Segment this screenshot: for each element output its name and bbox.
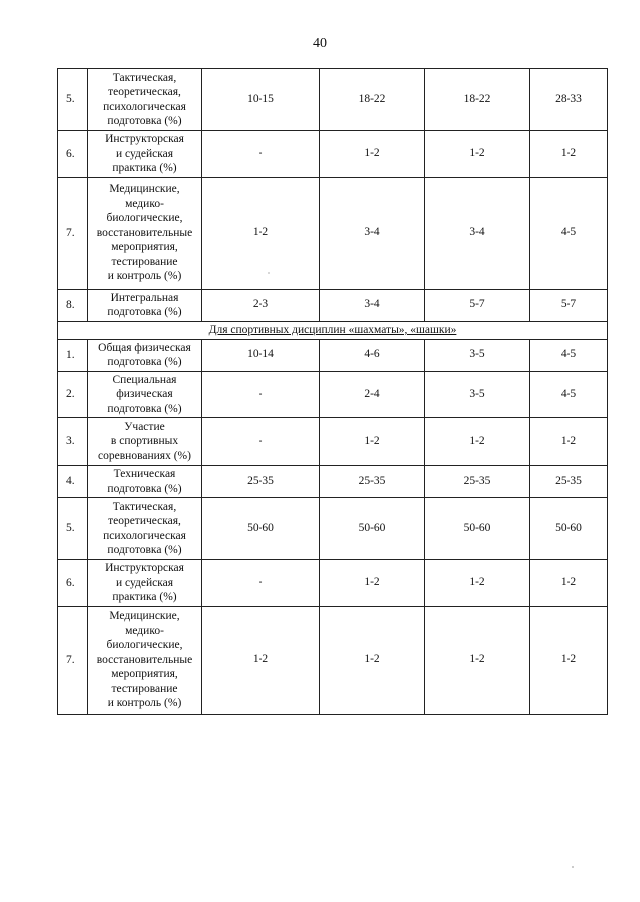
row-value-stage-4: 28-33	[530, 69, 608, 131]
table-row	[58, 418, 608, 466]
row-value-stage-1: 2-3	[202, 289, 320, 321]
row-value-stage-2: 1-2	[320, 418, 425, 466]
row-value-stage-4: 5-7	[530, 289, 608, 321]
table-row	[58, 289, 608, 321]
row-value-stage-2: 4-6	[320, 339, 425, 371]
row-value-stage-1: 1-2	[202, 177, 320, 289]
section-row	[58, 321, 608, 339]
row-indicator-name: Специальная физическая подготовка (%)	[88, 371, 202, 418]
row-value-stage-4: 4-5	[530, 339, 608, 371]
row-value-stage-1: 25-35	[202, 466, 320, 498]
table-row	[58, 498, 608, 560]
row-value-stage-3: 3-5	[425, 371, 530, 418]
row-number: 5.	[58, 69, 88, 131]
row-number: 7.	[58, 177, 88, 289]
row-value-stage-2: 1-2	[320, 131, 425, 178]
row-value-stage-3: 25-35	[425, 466, 530, 498]
row-indicator-name: Участие в спортивных соревнованиях (%)	[88, 418, 202, 466]
row-number: 5.	[58, 498, 88, 560]
row-value-stage-3: 1-2	[425, 131, 530, 178]
row-number: 4.	[58, 466, 88, 498]
scan-speck	[268, 272, 270, 274]
row-value-stage-1: 10-15	[202, 69, 320, 131]
row-value-stage-1: 10-14	[202, 339, 320, 371]
table-row	[58, 69, 608, 131]
row-value-stage-3: 18-22	[425, 69, 530, 131]
training-structure-table	[57, 68, 608, 715]
section-title: Для спортивных дисциплин «шахматы», «шашки»	[58, 321, 608, 339]
row-indicator-name: Медицинские, медико- биологические, восстановительные мероприятия, тестирование и контроль (%)	[88, 606, 202, 714]
row-indicator-name: Тактическая, теоретическая, психологическая подготовка (%)	[88, 69, 202, 131]
row-value-stage-3: 1-2	[425, 606, 530, 714]
row-number: 6.	[58, 131, 88, 178]
row-value-stage-1: -	[202, 418, 320, 466]
row-value-stage-2: 2-4	[320, 371, 425, 418]
row-value-stage-2: 3-4	[320, 177, 425, 289]
table-row	[58, 371, 608, 418]
table-row	[58, 606, 608, 714]
row-value-stage-1: -	[202, 131, 320, 178]
table-row	[58, 339, 608, 371]
row-value-stage-2: 3-4	[320, 289, 425, 321]
row-value-stage-4: 1-2	[530, 560, 608, 607]
row-value-stage-4: 1-2	[530, 131, 608, 178]
page-number: 40	[313, 36, 327, 51]
row-value-stage-4: 1-2	[530, 418, 608, 466]
row-number: 3.	[58, 418, 88, 466]
row-indicator-name: Общая физическая подготовка (%)	[88, 339, 202, 371]
row-value-stage-3: 1-2	[425, 560, 530, 607]
row-indicator-name: Техническая подготовка (%)	[88, 466, 202, 498]
row-number: 7.	[58, 606, 88, 714]
row-value-stage-1: 1-2	[202, 606, 320, 714]
row-value-stage-3: 1-2	[425, 418, 530, 466]
row-value-stage-2: 1-2	[320, 560, 425, 607]
row-number: 6.	[58, 560, 88, 607]
row-value-stage-4: 4-5	[530, 177, 608, 289]
row-value-stage-2: 50-60	[320, 498, 425, 560]
row-indicator-name: Инструкторская и судейская практика (%)	[88, 560, 202, 607]
row-indicator-name: Тактическая, теоретическая, психологическая подготовка (%)	[88, 498, 202, 560]
row-value-stage-3: 3-5	[425, 339, 530, 371]
row-number: 2.	[58, 371, 88, 418]
row-number: 8.	[58, 289, 88, 321]
row-indicator-name: Интегральная подготовка (%)	[88, 289, 202, 321]
row-value-stage-4: 4-5	[530, 371, 608, 418]
row-value-stage-1: -	[202, 560, 320, 607]
row-number: 1.	[58, 339, 88, 371]
row-value-stage-3: 50-60	[425, 498, 530, 560]
table-row	[58, 177, 608, 289]
row-value-stage-2: 18-22	[320, 69, 425, 131]
row-value-stage-4: 50-60	[530, 498, 608, 560]
row-value-stage-4: 1-2	[530, 606, 608, 714]
row-value-stage-3: 5-7	[425, 289, 530, 321]
table-row	[58, 466, 608, 498]
row-value-stage-2: 1-2	[320, 606, 425, 714]
table-row	[58, 131, 608, 178]
table-row	[58, 560, 608, 607]
row-value-stage-1: 50-60	[202, 498, 320, 560]
row-value-stage-2: 25-35	[320, 466, 425, 498]
row-value-stage-4: 25-35	[530, 466, 608, 498]
row-value-stage-1: -	[202, 371, 320, 418]
scan-speck	[572, 866, 574, 868]
row-indicator-name: Медицинские, медико- биологические, восстановительные мероприятия, тестирование и контроль (%)	[88, 177, 202, 289]
row-value-stage-3: 3-4	[425, 177, 530, 289]
row-indicator-name: Инструкторская и судейская практика (%)	[88, 131, 202, 178]
